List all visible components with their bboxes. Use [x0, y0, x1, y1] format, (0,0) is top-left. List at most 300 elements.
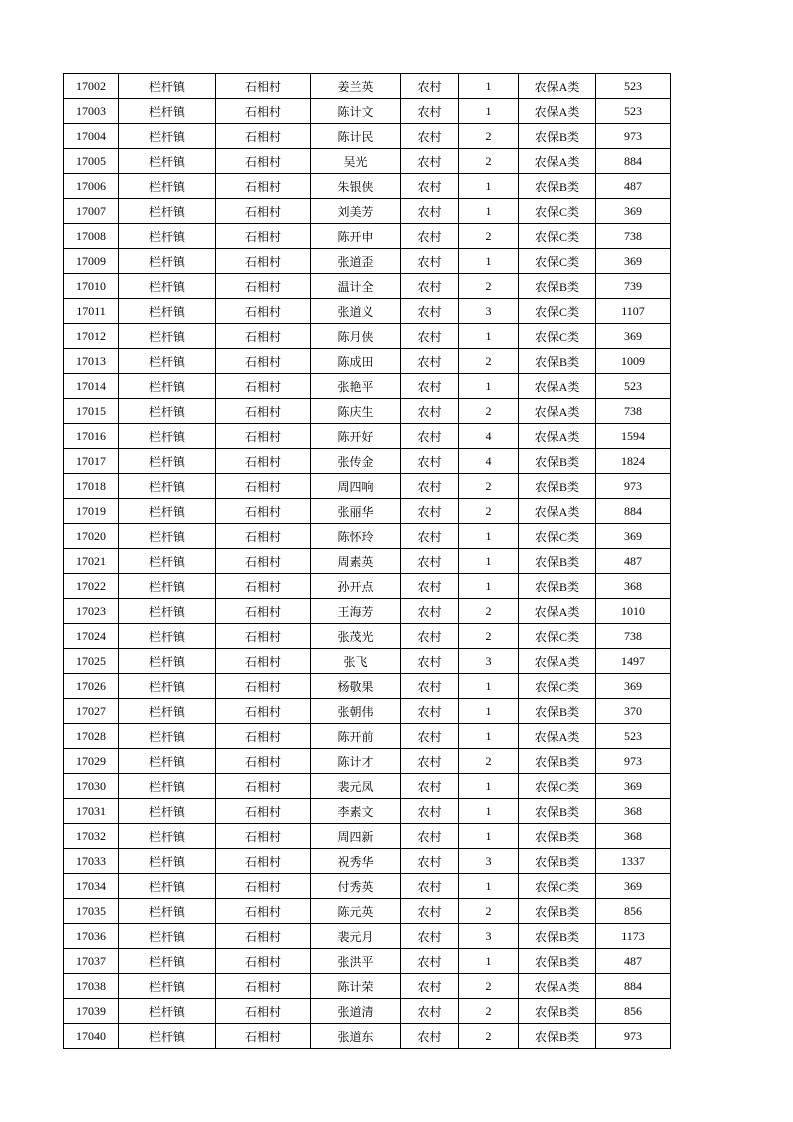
cell-amount: 487	[596, 549, 671, 574]
cell-name: 付秀英	[311, 874, 401, 899]
cell-insurance-category: 农保B类	[519, 124, 596, 149]
table-row	[64, 399, 671, 424]
cell-insurance-category: 农保A类	[519, 499, 596, 524]
cell-village: 石相村	[216, 849, 311, 874]
cell-name: 刘美芳	[311, 199, 401, 224]
cell-village: 石相村	[216, 549, 311, 574]
cell-amount: 1173	[596, 924, 671, 949]
cell-id: 17006	[64, 174, 119, 199]
cell-insurance-category: 农保B类	[519, 924, 596, 949]
cell-town: 栏杆镇	[119, 274, 216, 299]
table-row	[64, 99, 671, 124]
cell-residence-type: 农村	[401, 74, 459, 99]
cell-person-count: 1	[459, 524, 519, 549]
cell-amount: 369	[596, 524, 671, 549]
cell-name: 陈计民	[311, 124, 401, 149]
cell-town: 栏杆镇	[119, 549, 216, 574]
cell-insurance-category: 农保A类	[519, 649, 596, 674]
cell-name: 孙开点	[311, 574, 401, 599]
cell-name: 张道东	[311, 1024, 401, 1049]
cell-amount: 369	[596, 324, 671, 349]
cell-id: 17010	[64, 274, 119, 299]
cell-id: 17026	[64, 674, 119, 699]
cell-residence-type: 农村	[401, 199, 459, 224]
cell-name: 裴元凤	[311, 774, 401, 799]
cell-village: 石相村	[216, 149, 311, 174]
cell-id: 17009	[64, 249, 119, 274]
cell-person-count: 3	[459, 849, 519, 874]
cell-name: 周四响	[311, 474, 401, 499]
cell-id: 17016	[64, 424, 119, 449]
cell-town: 栏杆镇	[119, 924, 216, 949]
table-row	[64, 849, 671, 874]
cell-person-count: 2	[459, 474, 519, 499]
cell-residence-type: 农村	[401, 574, 459, 599]
cell-insurance-category: 农保B类	[519, 824, 596, 849]
cell-name: 陈元英	[311, 899, 401, 924]
table-row	[64, 499, 671, 524]
cell-id: 17028	[64, 724, 119, 749]
cell-town: 栏杆镇	[119, 849, 216, 874]
cell-name: 温计全	[311, 274, 401, 299]
cell-amount: 368	[596, 799, 671, 824]
cell-name: 张朝伟	[311, 699, 401, 724]
cell-person-count: 1	[459, 949, 519, 974]
table-row	[64, 899, 671, 924]
cell-residence-type: 农村	[401, 599, 459, 624]
cell-person-count: 3	[459, 299, 519, 324]
cell-person-count: 1	[459, 674, 519, 699]
table-row	[64, 349, 671, 374]
cell-village: 石相村	[216, 299, 311, 324]
cell-residence-type: 农村	[401, 824, 459, 849]
cell-insurance-category: 农保A类	[519, 724, 596, 749]
cell-id: 17011	[64, 299, 119, 324]
cell-town: 栏杆镇	[119, 74, 216, 99]
cell-village: 石相村	[216, 699, 311, 724]
cell-person-count: 3	[459, 924, 519, 949]
cell-residence-type: 农村	[401, 674, 459, 699]
cell-insurance-category: 农保B类	[519, 274, 596, 299]
cell-name: 张道歪	[311, 249, 401, 274]
cell-id: 17040	[64, 1024, 119, 1049]
cell-village: 石相村	[216, 399, 311, 424]
cell-id: 17007	[64, 199, 119, 224]
cell-residence-type: 农村	[401, 349, 459, 374]
cell-amount: 369	[596, 249, 671, 274]
table-row	[64, 699, 671, 724]
cell-town: 栏杆镇	[119, 749, 216, 774]
table-row	[64, 74, 671, 99]
cell-residence-type: 农村	[401, 549, 459, 574]
cell-person-count: 2	[459, 499, 519, 524]
table-row	[64, 549, 671, 574]
table-row	[64, 299, 671, 324]
cell-village: 石相村	[216, 99, 311, 124]
cell-person-count: 3	[459, 649, 519, 674]
cell-amount: 738	[596, 224, 671, 249]
cell-town: 栏杆镇	[119, 574, 216, 599]
cell-id: 17002	[64, 74, 119, 99]
table-row	[64, 474, 671, 499]
cell-town: 栏杆镇	[119, 424, 216, 449]
cell-person-count: 1	[459, 199, 519, 224]
cell-id: 17021	[64, 549, 119, 574]
cell-residence-type: 农村	[401, 524, 459, 549]
cell-town: 栏杆镇	[119, 99, 216, 124]
cell-residence-type: 农村	[401, 124, 459, 149]
cell-insurance-category: 农保C类	[519, 324, 596, 349]
cell-village: 石相村	[216, 374, 311, 399]
cell-insurance-category: 农保C类	[519, 774, 596, 799]
cell-village: 石相村	[216, 799, 311, 824]
cell-person-count: 1	[459, 699, 519, 724]
cell-village: 石相村	[216, 349, 311, 374]
table-row	[64, 974, 671, 999]
cell-residence-type: 农村	[401, 149, 459, 174]
cell-town: 栏杆镇	[119, 699, 216, 724]
table-row	[64, 274, 671, 299]
cell-amount: 1010	[596, 599, 671, 624]
table-row	[64, 574, 671, 599]
table-row	[64, 824, 671, 849]
cell-insurance-category: 农保A类	[519, 149, 596, 174]
cell-name: 陈计才	[311, 749, 401, 774]
cell-town: 栏杆镇	[119, 824, 216, 849]
cell-village: 石相村	[216, 524, 311, 549]
cell-town: 栏杆镇	[119, 399, 216, 424]
cell-insurance-category: 农保A类	[519, 399, 596, 424]
cell-residence-type: 农村	[401, 324, 459, 349]
cell-insurance-category: 农保C类	[519, 674, 596, 699]
cell-insurance-category: 农保B类	[519, 349, 596, 374]
cell-person-count: 2	[459, 124, 519, 149]
cell-id: 17029	[64, 749, 119, 774]
cell-insurance-category: 农保A类	[519, 374, 596, 399]
cell-town: 栏杆镇	[119, 799, 216, 824]
cell-residence-type: 农村	[401, 974, 459, 999]
cell-town: 栏杆镇	[119, 224, 216, 249]
cell-insurance-category: 农保B类	[519, 799, 596, 824]
table-row	[64, 124, 671, 149]
cell-insurance-category: 农保B类	[519, 849, 596, 874]
cell-name: 姜兰英	[311, 74, 401, 99]
cell-amount: 973	[596, 124, 671, 149]
cell-town: 栏杆镇	[119, 349, 216, 374]
cell-village: 石相村	[216, 874, 311, 899]
cell-village: 石相村	[216, 449, 311, 474]
cell-id: 17014	[64, 374, 119, 399]
cell-person-count: 2	[459, 274, 519, 299]
cell-residence-type: 农村	[401, 99, 459, 124]
table-row	[64, 199, 671, 224]
cell-amount: 487	[596, 174, 671, 199]
cell-person-count: 1	[459, 374, 519, 399]
table-row	[64, 524, 671, 549]
cell-person-count: 1	[459, 774, 519, 799]
cell-residence-type: 农村	[401, 374, 459, 399]
cell-amount: 973	[596, 749, 671, 774]
cell-id: 17019	[64, 499, 119, 524]
cell-town: 栏杆镇	[119, 649, 216, 674]
table-row	[64, 374, 671, 399]
cell-name: 陈开前	[311, 724, 401, 749]
cell-residence-type: 农村	[401, 699, 459, 724]
cell-village: 石相村	[216, 324, 311, 349]
cell-name: 陈成田	[311, 349, 401, 374]
cell-amount: 369	[596, 774, 671, 799]
cell-name: 陈庆生	[311, 399, 401, 424]
cell-residence-type: 农村	[401, 949, 459, 974]
table-row	[64, 174, 671, 199]
cell-town: 栏杆镇	[119, 599, 216, 624]
cell-person-count: 1	[459, 799, 519, 824]
cell-insurance-category: 农保B类	[519, 449, 596, 474]
cell-village: 石相村	[216, 999, 311, 1024]
cell-person-count: 1	[459, 74, 519, 99]
cell-town: 栏杆镇	[119, 899, 216, 924]
cell-village: 石相村	[216, 724, 311, 749]
cell-town: 栏杆镇	[119, 174, 216, 199]
cell-village: 石相村	[216, 474, 311, 499]
cell-insurance-category: 农保B类	[519, 549, 596, 574]
cell-village: 石相村	[216, 924, 311, 949]
cell-amount: 1107	[596, 299, 671, 324]
cell-residence-type: 农村	[401, 724, 459, 749]
table-container	[63, 73, 671, 1049]
cell-town: 栏杆镇	[119, 324, 216, 349]
cell-village: 石相村	[216, 899, 311, 924]
cell-name: 张道义	[311, 299, 401, 324]
cell-insurance-category: 农保C类	[519, 624, 596, 649]
cell-insurance-category: 农保C类	[519, 299, 596, 324]
cell-village: 石相村	[216, 624, 311, 649]
cell-town: 栏杆镇	[119, 199, 216, 224]
table-row	[64, 674, 671, 699]
table-row	[64, 599, 671, 624]
cell-id: 17033	[64, 849, 119, 874]
table-row	[64, 924, 671, 949]
cell-id: 17031	[64, 799, 119, 824]
table-row	[64, 724, 671, 749]
cell-village: 石相村	[216, 224, 311, 249]
cell-insurance-category: 农保B类	[519, 699, 596, 724]
cell-amount: 738	[596, 399, 671, 424]
cell-town: 栏杆镇	[119, 499, 216, 524]
cell-id: 17023	[64, 599, 119, 624]
cell-village: 石相村	[216, 249, 311, 274]
cell-name: 张飞	[311, 649, 401, 674]
cell-village: 石相村	[216, 199, 311, 224]
cell-amount: 884	[596, 974, 671, 999]
cell-id: 17018	[64, 474, 119, 499]
cell-id: 17013	[64, 349, 119, 374]
cell-id: 17027	[64, 699, 119, 724]
cell-amount: 368	[596, 574, 671, 599]
cell-amount: 739	[596, 274, 671, 299]
table-row	[64, 624, 671, 649]
cell-id: 17003	[64, 99, 119, 124]
cell-name: 陈计文	[311, 99, 401, 124]
cell-id: 17032	[64, 824, 119, 849]
cell-name: 张洪平	[311, 949, 401, 974]
cell-insurance-category: 农保B类	[519, 899, 596, 924]
cell-amount: 1009	[596, 349, 671, 374]
cell-amount: 523	[596, 374, 671, 399]
cell-insurance-category: 农保A类	[519, 74, 596, 99]
cell-amount: 856	[596, 899, 671, 924]
cell-residence-type: 农村	[401, 249, 459, 274]
cell-name: 李素文	[311, 799, 401, 824]
cell-person-count: 1	[459, 874, 519, 899]
cell-person-count: 4	[459, 449, 519, 474]
cell-name: 祝秀华	[311, 849, 401, 874]
cell-village: 石相村	[216, 574, 311, 599]
cell-village: 石相村	[216, 949, 311, 974]
cell-residence-type: 农村	[401, 499, 459, 524]
cell-village: 石相村	[216, 124, 311, 149]
cell-amount: 973	[596, 1024, 671, 1049]
cell-amount: 370	[596, 699, 671, 724]
cell-residence-type: 农村	[401, 1024, 459, 1049]
cell-insurance-category: 农保A类	[519, 424, 596, 449]
cell-village: 石相村	[216, 674, 311, 699]
cell-amount: 369	[596, 874, 671, 899]
cell-person-count: 2	[459, 349, 519, 374]
cell-village: 石相村	[216, 174, 311, 199]
cell-insurance-category: 农保B类	[519, 574, 596, 599]
table-row	[64, 249, 671, 274]
cell-person-count: 1	[459, 99, 519, 124]
cell-name: 杨敬果	[311, 674, 401, 699]
cell-name: 张茂光	[311, 624, 401, 649]
cell-insurance-category: 农保C类	[519, 224, 596, 249]
cell-residence-type: 农村	[401, 174, 459, 199]
cell-name: 陈月侠	[311, 324, 401, 349]
cell-amount: 369	[596, 199, 671, 224]
cell-name: 裴元月	[311, 924, 401, 949]
cell-person-count: 1	[459, 574, 519, 599]
cell-town: 栏杆镇	[119, 299, 216, 324]
cell-person-count: 1	[459, 724, 519, 749]
cell-town: 栏杆镇	[119, 974, 216, 999]
cell-name: 吴光	[311, 149, 401, 174]
cell-insurance-category: 农保B类	[519, 949, 596, 974]
cell-town: 栏杆镇	[119, 374, 216, 399]
table-row	[64, 799, 671, 824]
table-row	[64, 874, 671, 899]
cell-amount: 884	[596, 499, 671, 524]
cell-insurance-category: 农保B类	[519, 174, 596, 199]
cell-amount: 1337	[596, 849, 671, 874]
cell-insurance-category: 农保C类	[519, 249, 596, 274]
cell-id: 17030	[64, 774, 119, 799]
cell-insurance-category: 农保A类	[519, 599, 596, 624]
cell-name: 陈计荣	[311, 974, 401, 999]
benefits-table	[63, 73, 671, 1049]
cell-town: 栏杆镇	[119, 524, 216, 549]
cell-name: 朱银侠	[311, 174, 401, 199]
cell-residence-type: 农村	[401, 424, 459, 449]
cell-id: 17034	[64, 874, 119, 899]
cell-amount: 1497	[596, 649, 671, 674]
cell-town: 栏杆镇	[119, 874, 216, 899]
table-row	[64, 749, 671, 774]
cell-person-count: 2	[459, 224, 519, 249]
cell-insurance-category: 农保A类	[519, 99, 596, 124]
cell-amount: 973	[596, 474, 671, 499]
cell-name: 陈开好	[311, 424, 401, 449]
cell-residence-type: 农村	[401, 224, 459, 249]
cell-amount: 487	[596, 949, 671, 974]
cell-residence-type: 农村	[401, 649, 459, 674]
cell-village: 石相村	[216, 274, 311, 299]
cell-residence-type: 农村	[401, 474, 459, 499]
cell-town: 栏杆镇	[119, 674, 216, 699]
cell-id: 17022	[64, 574, 119, 599]
cell-amount: 1824	[596, 449, 671, 474]
cell-residence-type: 农村	[401, 774, 459, 799]
cell-residence-type: 农村	[401, 449, 459, 474]
cell-name: 周素英	[311, 549, 401, 574]
cell-insurance-category: 农保B类	[519, 749, 596, 774]
cell-id: 17035	[64, 899, 119, 924]
cell-amount: 368	[596, 824, 671, 849]
cell-insurance-category: 农保C类	[519, 199, 596, 224]
cell-town: 栏杆镇	[119, 999, 216, 1024]
cell-person-count: 1	[459, 324, 519, 349]
cell-town: 栏杆镇	[119, 474, 216, 499]
cell-amount: 884	[596, 149, 671, 174]
cell-name: 王海芳	[311, 599, 401, 624]
cell-town: 栏杆镇	[119, 1024, 216, 1049]
cell-person-count: 2	[459, 624, 519, 649]
table-row	[64, 999, 671, 1024]
table-row	[64, 649, 671, 674]
cell-residence-type: 农村	[401, 399, 459, 424]
cell-id: 17036	[64, 924, 119, 949]
cell-town: 栏杆镇	[119, 724, 216, 749]
cell-name: 陈怀玲	[311, 524, 401, 549]
cell-amount: 523	[596, 74, 671, 99]
cell-insurance-category: 农保B类	[519, 1024, 596, 1049]
cell-village: 石相村	[216, 74, 311, 99]
cell-person-count: 2	[459, 1024, 519, 1049]
cell-id: 17008	[64, 224, 119, 249]
cell-residence-type: 农村	[401, 299, 459, 324]
cell-person-count: 2	[459, 599, 519, 624]
cell-amount: 523	[596, 724, 671, 749]
cell-insurance-category: 农保B类	[519, 999, 596, 1024]
cell-town: 栏杆镇	[119, 774, 216, 799]
cell-id: 17039	[64, 999, 119, 1024]
table-row	[64, 424, 671, 449]
cell-village: 石相村	[216, 599, 311, 624]
cell-name: 陈开申	[311, 224, 401, 249]
cell-insurance-category: 农保A类	[519, 974, 596, 999]
cell-amount: 369	[596, 674, 671, 699]
cell-insurance-category: 农保C类	[519, 874, 596, 899]
cell-town: 栏杆镇	[119, 449, 216, 474]
cell-village: 石相村	[216, 974, 311, 999]
table-row	[64, 149, 671, 174]
cell-village: 石相村	[216, 424, 311, 449]
cell-residence-type: 农村	[401, 899, 459, 924]
cell-residence-type: 农村	[401, 999, 459, 1024]
cell-residence-type: 农村	[401, 924, 459, 949]
cell-id: 17025	[64, 649, 119, 674]
cell-residence-type: 农村	[401, 849, 459, 874]
